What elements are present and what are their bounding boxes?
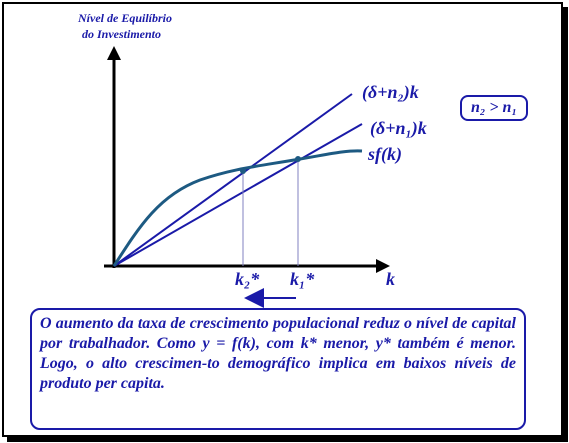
k1-point — [295, 156, 301, 162]
caption-text: O aumento da taxa de crescimento populacional reduz o nível de capital por trabalhador. Como y = f(k), com k* menor, y* também é menor. Logo, o alto crescimen-to demográfico implica em baixos níveis de produto per capita. — [40, 315, 516, 392]
k1-label: k₁* — [290, 269, 315, 289]
note-box — [460, 95, 528, 121]
y-axis-label-line1: Nível de Equilíbrio — [78, 11, 172, 25]
saving-curve-label: sf(k) — [368, 144, 402, 164]
steep-line — [114, 94, 352, 266]
steep-line-label: (δ+n₂)k — [362, 82, 419, 102]
shallow-line-label: (δ+n₁)k — [370, 118, 427, 138]
y-axis-arrow — [107, 46, 121, 60]
y-axis-label-line2: do Investimento — [82, 27, 162, 41]
note-text: n₂ > n₁ — [470, 99, 518, 116]
k2-point — [240, 168, 246, 174]
saving-curve — [114, 151, 362, 266]
shallow-line — [114, 124, 362, 266]
k2-label: k₂* — [235, 269, 260, 289]
x-axis-label: k — [386, 269, 395, 289]
caption-box — [30, 308, 526, 430]
